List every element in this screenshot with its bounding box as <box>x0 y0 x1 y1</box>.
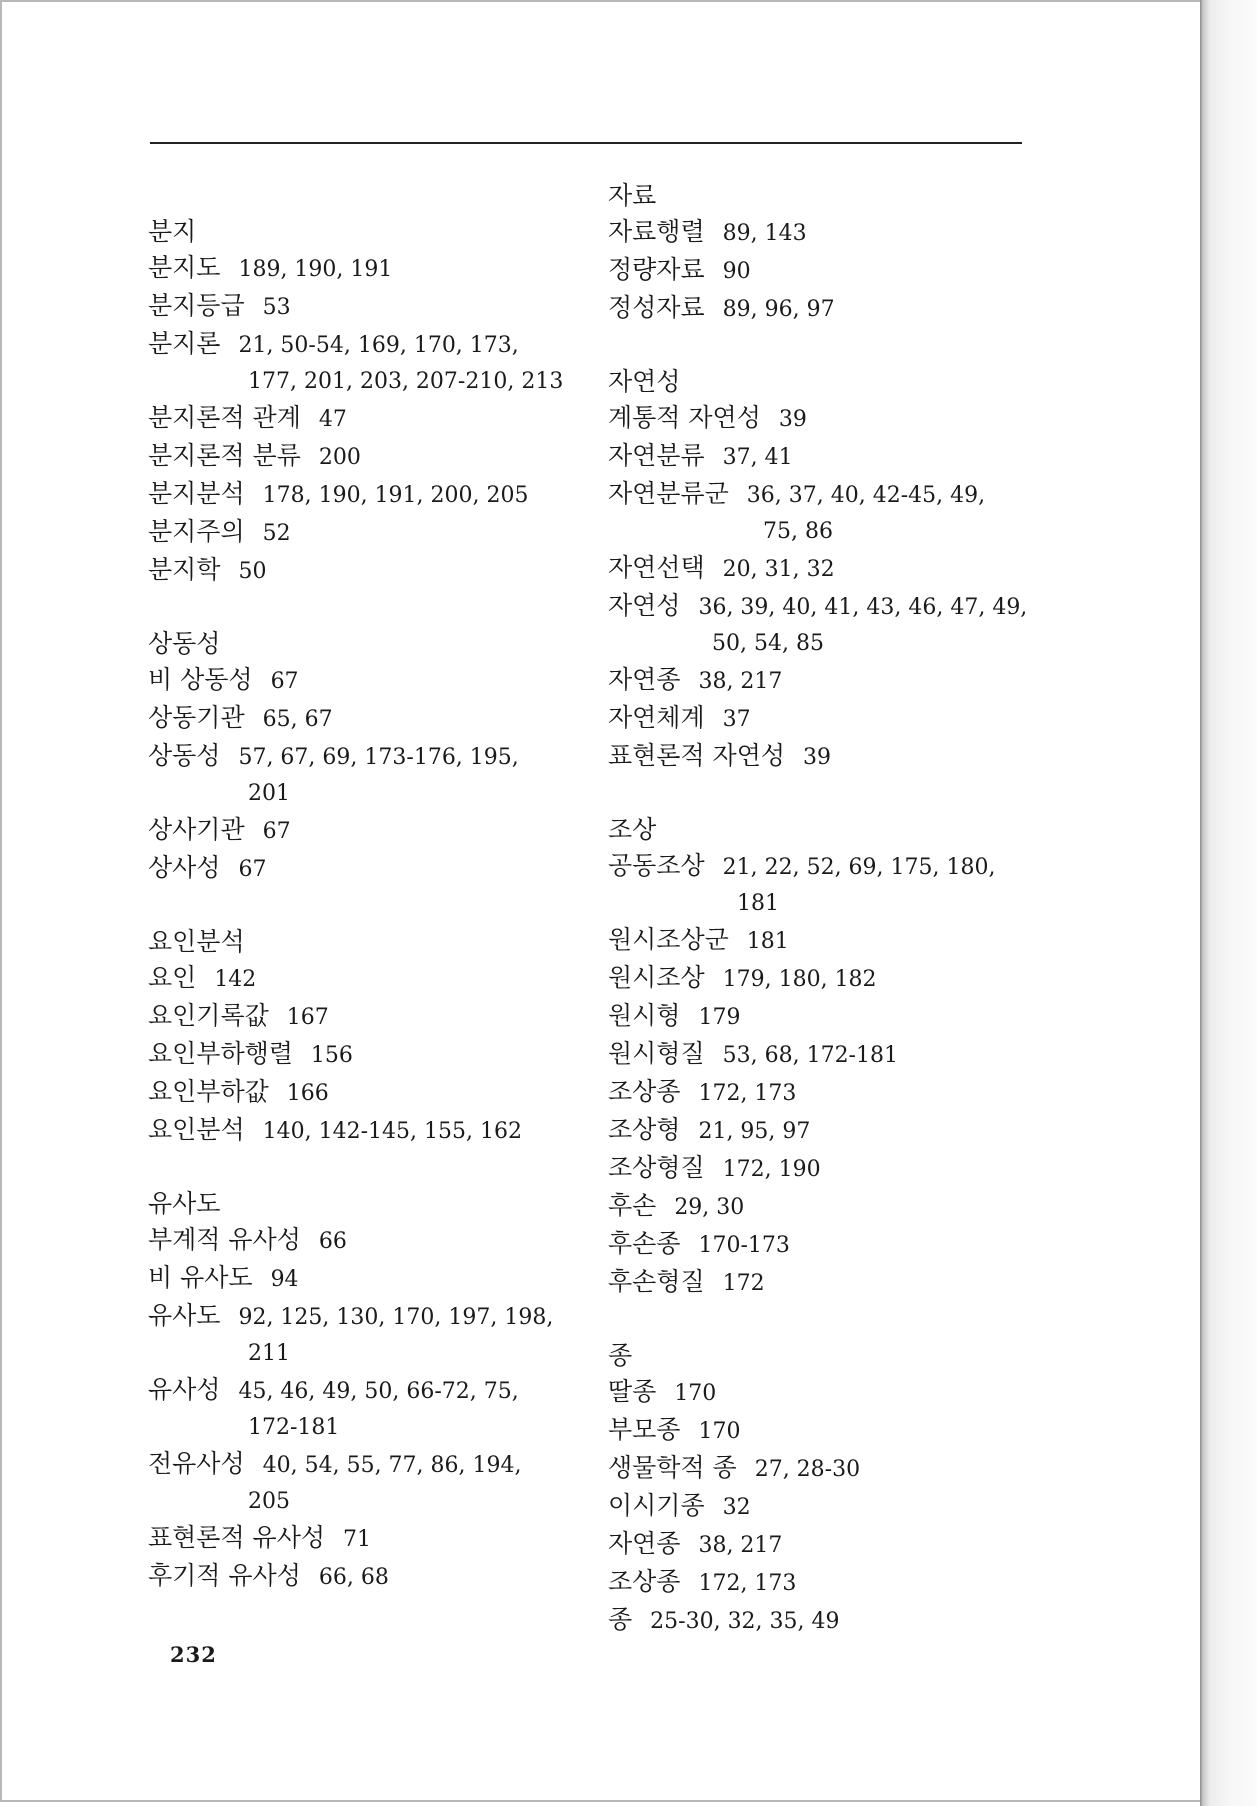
entry-pages: 29, 30 <box>674 1195 745 1220</box>
index-entry <box>148 998 598 1036</box>
index-entry <box>608 1526 1058 1564</box>
entry-term: 상동기관 <box>148 703 245 732</box>
entry-term: 이시기종 <box>608 1491 705 1520</box>
entry-term: 분지론적 분류 <box>148 441 301 470</box>
index-section <box>148 626 598 812</box>
header-rule <box>150 142 1022 144</box>
entry-term: 정성자료 <box>608 293 705 322</box>
entry-term: 부모종 <box>608 1415 681 1444</box>
entry-pages-continued: 50, 54, 85 <box>712 631 824 656</box>
index-section <box>608 178 1058 328</box>
index-entry <box>148 1112 598 1150</box>
entry-term: 분지분석 <box>148 479 245 508</box>
entry-term: 분지학 <box>148 555 221 584</box>
index-entry <box>608 290 1058 328</box>
entry-term: 요인 <box>148 963 197 992</box>
entry-pages: 92, 125, 130, 170, 197, 198, <box>238 1305 554 1330</box>
entry-term: 후손형질 <box>608 1267 705 1296</box>
entry-pages-continued: 181 <box>737 891 779 916</box>
entry-pages: 179, 180, 182 <box>722 967 877 992</box>
index-entry <box>608 700 1058 738</box>
entry-term: 자연체계 <box>608 703 705 732</box>
entry-term: 비 상동성 <box>148 665 253 694</box>
index-entry <box>148 1074 598 1112</box>
index-entry <box>148 1222 598 1260</box>
entry-term: 후기적 유사성 <box>148 1561 301 1590</box>
entry-term: 비 유사도 <box>148 1263 253 1292</box>
entry-term: 유사도 <box>148 1301 221 1330</box>
index-entry <box>608 1374 1058 1412</box>
index-column-left <box>148 178 598 1632</box>
entry-term: 분지주의 <box>148 517 245 546</box>
index-entry <box>608 550 1058 588</box>
entry-pages: 25-30, 32, 35, 49 <box>650 1609 840 1634</box>
entry-term: 표현론적 자연성 <box>608 741 785 770</box>
index-entry <box>608 1602 1058 1640</box>
entry-pages: 166 <box>286 1081 329 1106</box>
entry-pages: 181 <box>746 929 789 954</box>
index-entry <box>608 252 1058 290</box>
entry-pages: 38, 217 <box>698 669 783 694</box>
entry-term: 상사성 <box>148 853 221 882</box>
index-entry <box>148 476 598 514</box>
entry-term: 요인기록값 <box>148 1001 269 1030</box>
index-entry <box>148 1558 598 1596</box>
entry-term: 자료행렬 <box>608 217 705 246</box>
entry-pages-continued: 201 <box>248 781 290 806</box>
index-entry <box>608 438 1058 476</box>
index-column-right <box>608 178 1058 1676</box>
entry-pages: 37 <box>722 707 751 732</box>
index-entry <box>148 552 598 590</box>
section-heading: 자연성 <box>608 367 681 396</box>
entry-term: 자연선택 <box>608 553 705 582</box>
entry-pages: 172, 173 <box>698 1081 797 1106</box>
entry-pages: 50 <box>238 559 267 584</box>
entry-term: 유사성 <box>148 1375 221 1404</box>
index-entry <box>148 738 598 812</box>
entry-term: 부계적 유사성 <box>148 1225 301 1254</box>
entry-pages: 140, 142-145, 155, 162 <box>262 1119 522 1144</box>
entry-term: 상사기관 <box>148 815 245 844</box>
entry-term: 원시조상 <box>608 963 705 992</box>
index-entry <box>148 250 598 288</box>
entry-pages: 89, 96, 97 <box>722 297 835 322</box>
index-entry <box>148 400 598 438</box>
entry-pages: 189, 190, 191 <box>238 257 393 282</box>
entry-pages: 170 <box>674 1381 717 1406</box>
entry-term: 조상종 <box>608 1077 681 1106</box>
page-number: 232 <box>170 1642 217 1667</box>
entry-pages: 53 <box>262 295 291 320</box>
entry-pages: 178, 190, 191, 200, 205 <box>262 483 529 508</box>
entry-term: 표현론적 유사성 <box>148 1523 325 1552</box>
index-entry <box>608 998 1058 1036</box>
entry-pages: 66, 68 <box>318 1565 389 1590</box>
index-entry <box>608 1264 1058 1302</box>
entry-term: 분지등급 <box>148 291 245 320</box>
entry-term: 분지론 <box>148 329 221 358</box>
section-heading: 요인분석 <box>148 927 245 956</box>
section-heading: 자료 <box>608 181 657 210</box>
index-entry <box>608 1188 1058 1226</box>
entry-pages: 67 <box>270 669 299 694</box>
entry-pages: 32 <box>722 1495 751 1520</box>
entry-term: 요인분석 <box>148 1115 245 1144</box>
index-entry <box>608 1564 1058 1602</box>
entry-term: 전유사성 <box>148 1449 245 1478</box>
page-edge-shadow <box>1200 0 1257 1806</box>
index-entry <box>608 1074 1058 1112</box>
index-entry <box>608 400 1058 438</box>
entry-pages: 21, 22, 52, 69, 175, 180, <box>722 855 996 880</box>
entry-pages: 27, 28-30 <box>754 1457 861 1482</box>
entry-term: 상동성 <box>148 741 221 770</box>
entry-term: 정량자료 <box>608 255 705 284</box>
entry-pages: 89, 143 <box>722 221 807 246</box>
entry-term: 자연종 <box>608 1529 681 1558</box>
entry-pages: 90 <box>722 259 751 284</box>
entry-pages: 53, 68, 172-181 <box>722 1043 898 1068</box>
entry-term: 원시형 <box>608 1001 681 1030</box>
entry-term: 조상종 <box>608 1567 681 1596</box>
section-heading: 분지 <box>148 217 197 246</box>
index-entry <box>148 812 598 850</box>
entry-pages-continued: 177, 201, 203, 207-210, 213 <box>248 369 564 394</box>
entry-pages-continued: 75, 86 <box>763 519 833 544</box>
entry-pages: 65, 67 <box>262 707 333 732</box>
entry-pages: 172, 173 <box>698 1571 797 1596</box>
entry-term: 조상형 <box>608 1115 681 1144</box>
index-entry <box>148 1036 598 1074</box>
entry-pages-continued: 172-181 <box>248 1415 340 1440</box>
entry-term: 계통적 자연성 <box>608 403 761 432</box>
section-heading: 조상 <box>608 815 657 844</box>
entry-pages: 156 <box>310 1043 353 1068</box>
entry-term: 원시형질 <box>608 1039 705 1068</box>
entry-pages: 47 <box>318 407 347 432</box>
entry-pages: 21, 95, 97 <box>698 1119 811 1144</box>
index-entry <box>608 1036 1058 1074</box>
index-entry <box>608 1150 1058 1188</box>
index-section <box>148 924 598 1150</box>
index-entry <box>148 662 598 700</box>
entry-pages: 21, 50-54, 169, 170, 173, <box>238 333 519 358</box>
entry-pages: 39 <box>803 745 831 770</box>
entry-term: 분지론적 관계 <box>148 403 301 432</box>
index-section <box>148 812 598 888</box>
entry-pages: 200 <box>318 445 361 470</box>
index-entry <box>148 288 598 326</box>
entry-term: 자연종 <box>608 665 681 694</box>
index-entry <box>608 738 1058 776</box>
section-heading: 종 <box>608 1341 633 1370</box>
index-entry <box>608 476 1058 550</box>
entry-pages: 71 <box>343 1527 371 1552</box>
entry-term: 종 <box>608 1605 633 1634</box>
index-entry <box>608 1412 1058 1450</box>
entry-pages: 20, 31, 32 <box>722 557 835 582</box>
entry-pages: 172, 190 <box>722 1157 821 1182</box>
entry-pages: 172 <box>722 1271 765 1296</box>
entry-pages: 67 <box>262 819 291 844</box>
entry-term: 공동조상 <box>608 851 705 880</box>
index-entry <box>608 922 1058 960</box>
index-entry <box>608 960 1058 998</box>
entry-pages: 57, 67, 69, 173-176, 195, <box>238 745 519 770</box>
entry-pages: 36, 39, 40, 41, 43, 46, 47, 49, <box>698 595 1028 620</box>
index-entry <box>148 1372 598 1446</box>
entry-pages-continued: 205 <box>248 1489 290 1514</box>
entry-pages: 179 <box>698 1005 741 1030</box>
index-entry <box>608 1112 1058 1150</box>
index-entry <box>148 1260 598 1298</box>
entry-pages: 45, 46, 49, 50, 66-72, 75, <box>238 1379 519 1404</box>
entry-term: 요인부하값 <box>148 1077 269 1106</box>
entry-pages: 142 <box>214 967 257 992</box>
index-section <box>608 364 1058 776</box>
index-entry <box>608 848 1058 922</box>
index-entry <box>148 514 598 552</box>
entry-term: 후손종 <box>608 1229 681 1258</box>
entry-term: 요인부하행렬 <box>148 1039 293 1068</box>
index-entry <box>148 1446 598 1520</box>
index-entry <box>148 850 598 888</box>
entry-pages: 39 <box>778 407 807 432</box>
entry-term: 딸종 <box>608 1377 657 1406</box>
index-entry <box>608 588 1058 662</box>
section-heading: 유사도 <box>148 1189 221 1218</box>
entry-pages: 36, 37, 40, 42-45, 49, <box>746 483 986 508</box>
index-entry <box>148 438 598 476</box>
entry-pages: 94 <box>270 1267 299 1292</box>
entry-term: 생물학적 종 <box>608 1453 737 1482</box>
index-entry <box>148 1520 598 1558</box>
index-entry <box>148 326 598 400</box>
index-entry <box>608 1450 1058 1488</box>
entry-pages: 170 <box>698 1419 741 1444</box>
index-entry <box>608 662 1058 700</box>
index-entry <box>608 1226 1058 1264</box>
index-section <box>608 1338 1058 1640</box>
entry-term: 자연분류 <box>608 441 705 470</box>
entry-term: 조상형질 <box>608 1153 705 1182</box>
entry-term: 자연성 <box>608 591 681 620</box>
entry-term: 원시조상군 <box>608 925 729 954</box>
entry-pages: 40, 54, 55, 77, 86, 194, <box>262 1453 522 1478</box>
index-entry <box>148 960 598 998</box>
entry-pages-continued: 211 <box>248 1341 290 1366</box>
entry-pages: 67 <box>238 857 267 882</box>
entry-pages: 37, 41 <box>722 445 793 470</box>
index-entry <box>148 700 598 738</box>
entry-pages: 167 <box>286 1005 329 1030</box>
index-section <box>148 1186 598 1596</box>
index-section <box>608 812 1058 1302</box>
index-entry <box>148 1298 598 1372</box>
index-entry <box>608 1488 1058 1526</box>
entry-pages: 66 <box>318 1229 347 1254</box>
entry-pages: 52 <box>262 521 291 546</box>
entry-term: 자연분류군 <box>608 479 729 508</box>
index-entry <box>608 214 1058 252</box>
entry-pages: 38, 217 <box>698 1533 783 1558</box>
index-section <box>148 178 598 590</box>
section-heading: 상동성 <box>148 629 221 658</box>
entry-term: 후손 <box>608 1191 657 1220</box>
entry-pages: 170-173 <box>698 1233 790 1258</box>
entry-term: 분지도 <box>148 253 221 282</box>
